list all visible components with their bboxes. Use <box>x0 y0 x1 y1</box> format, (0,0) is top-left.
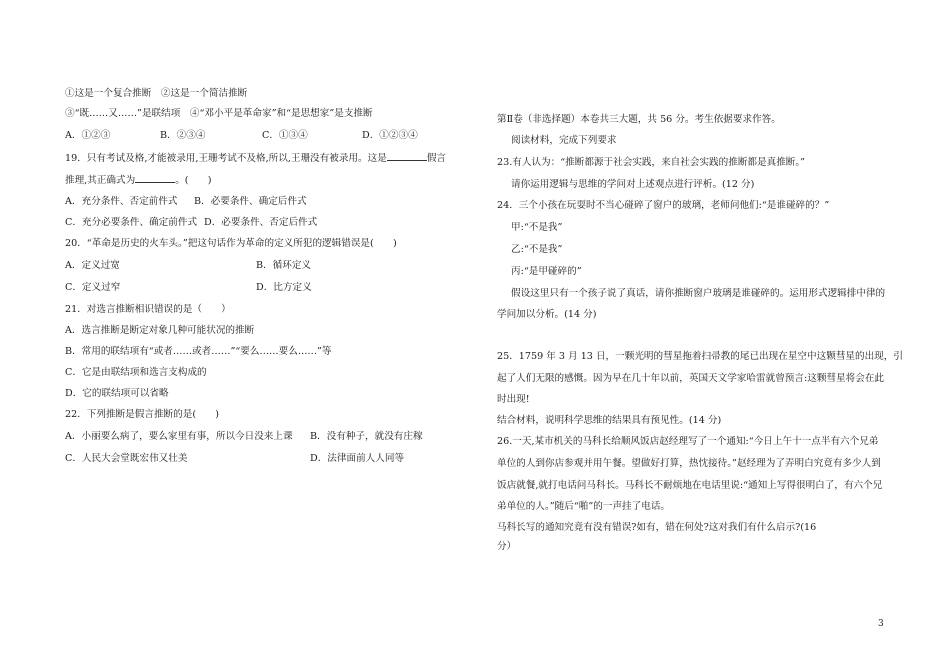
q19-blank-1 <box>387 151 427 161</box>
q20-question: 20．“革命是历史的火车头。”把这句话作为革命的定义所犯的逻辑错误是( ) <box>65 238 397 249</box>
q19-text-2: 推理,其正确式为 <box>65 175 136 186</box>
q19-text-end: 假言 <box>426 153 446 164</box>
q25-line-2: 起了人们无限的感慨。因为早在几十年以前，英国天文学家哈雷就曾预言:这颗彗星将会在此 <box>497 373 884 384</box>
q20-option-d: D．比方定义 <box>256 282 312 293</box>
q20-option-c: C．定义过窄 <box>65 282 121 293</box>
q25-line-1: 25．1759 年 3 月 13 日，一颗光明的彗星拖着扫帚教的尾已出现在星空中这颗彗星的出现，引 <box>497 351 903 362</box>
q19-option-d: D．必要条件、否定后件式 <box>204 217 318 228</box>
q19-line-1 <box>65 151 446 166</box>
instruction: 阅读材料，完成下列要求 <box>511 135 617 146</box>
section-2-header: 第Ⅱ卷（非选择题）本卷共三大题，共 56 分。考生依据要求作答。 <box>497 114 781 125</box>
q21-option-b: B．常用的联结项有“或者……或者……”“要么……要么……”等 <box>65 346 332 357</box>
q25-task: 结合材料，说明科学思维的结果具有预见性。(14 分) <box>497 415 722 426</box>
q22-question: 22．下列推断是假言推断的是( ) <box>65 409 220 420</box>
q26-task-line-1: 马科长写的通知究竟有没有错误?如有，错在何处?这对我们有什么启示?(16 <box>497 522 817 533</box>
q22-option-c: C．人民大会堂既宏伟又壮美 <box>65 453 188 464</box>
q21-option-d: D．它的联结项可以省略 <box>65 388 169 399</box>
q24-task-line-2: 学问加以分析。(14 分) <box>497 309 597 320</box>
q26-task-line-2: 分） <box>497 541 517 552</box>
q18-option-b: B．②③④ <box>160 130 206 141</box>
q21-question: 21．对选言推断相识错误的是（ ） <box>65 304 231 315</box>
q24-statement-b: 乙:“不是我” <box>511 244 563 255</box>
q23-question: 23.有人认为：“推断都源于社会实践，来自社会实践的推断都是真推断。” <box>497 157 806 168</box>
q19-text-2-end: 。( ) <box>175 175 212 186</box>
q23-task: 请你运用逻辑与思维的学问对上述观点进行评析。(12 分) <box>511 179 755 190</box>
q20-option-a: A．定义过宽 <box>65 260 120 271</box>
q19-text: 19．只有考试及格,才能被录用,王珊考试不及格,所以,王珊没有被录用。这是 <box>65 153 387 164</box>
q21-option-a: A．选言推断是断定对象几种可能状况的推断 <box>65 325 255 336</box>
q19-option-c: C．充分必要条件、确定前件式 <box>65 217 198 228</box>
q26-line-2: 单位的人到你店参观并用午餐。望做好打算，热忱接待。”赵经理为了弄明白究竟有多少人到 <box>497 458 881 469</box>
q18-statement-2: ③“既……又……”是联结项 ④“邓小平是革命家”和“是思想家”是支推断 <box>65 108 373 119</box>
q19-option-b: B．必要条件、确定后件式 <box>194 196 307 207</box>
q22-option-a: A．小丽要么病了，要么家里有事，所以今日没来上课 <box>65 431 293 442</box>
q21-option-c: C．它是由联结项和选言支构成的 <box>65 367 207 378</box>
q26-line-4: 弟单位的人。”随后“啪”的一声挂了电话。 <box>497 501 671 512</box>
q24-statement-a: 甲:“不是我” <box>511 222 563 233</box>
q22-option-b: B．没有种子，就没有庄稼 <box>310 431 423 442</box>
q18-option-a: A．①②③ <box>65 130 111 141</box>
q24-task-line-1: 假设这里只有一个孩子说了真话，请你推断窗户玻璃是谁碰碎的。运用形式逻辑排中律的 <box>511 288 886 299</box>
q19-option-a: A．充分条件、否定前件式 <box>65 196 178 207</box>
q24-question: 24．三个小孩在玩耍时不当心碰碎了窗户的玻璃，老师问他们:“是谁碰碎的？” <box>497 200 830 211</box>
q20-option-b: B．循环定义 <box>256 260 312 271</box>
page-number: 3 <box>878 619 884 629</box>
q19-line-2 <box>65 173 212 188</box>
q18-option-c: C．①③④ <box>262 130 308 141</box>
q22-option-d: D．法律面前人人同等 <box>310 453 405 464</box>
q25-line-3: 时出现! <box>497 394 530 405</box>
q19-blank-2 <box>135 173 175 183</box>
q26-line-3: 饭店就餐,就打电话问马科长。马科长不耐烦地在电话里说:“通知上写得很明白了，有六个兄 <box>497 480 883 491</box>
q24-statement-c: 丙:“是甲碰碎的” <box>511 266 582 277</box>
q26-line-1: 26.一天,某市机关的马科长给顺风饭店赵经理写了一个通知:“今日上午十一点半有六个兄弟 <box>497 436 879 447</box>
q18-option-d: D．①②③④ <box>362 130 418 141</box>
q18-statement-1: ①这是一个复合推断 ②这是一个简洁推断 <box>65 88 248 99</box>
